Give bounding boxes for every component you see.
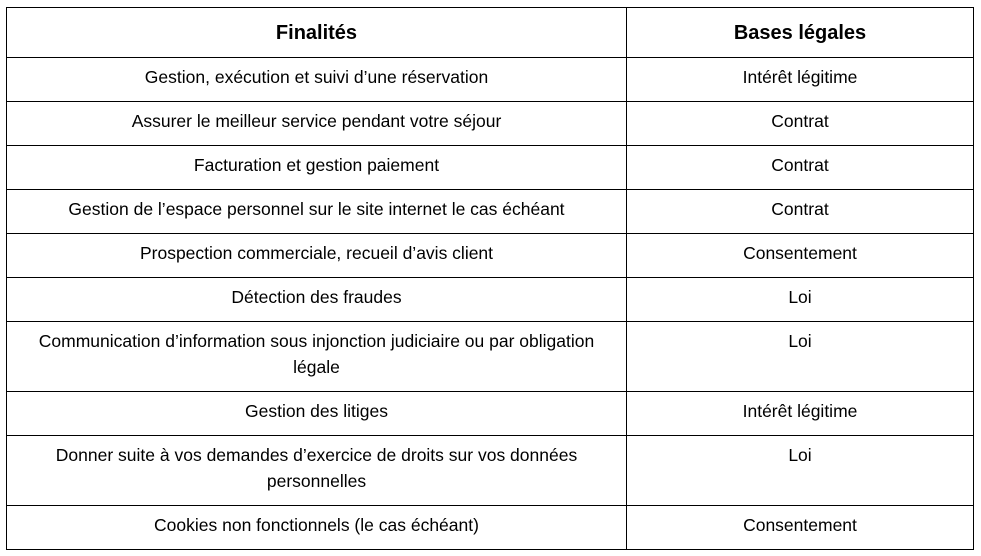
- table-row: [7, 58, 974, 102]
- header-finalites: Finalités: [7, 8, 627, 58]
- base-legale-cell: Contrat: [627, 190, 974, 234]
- finalite-cell: Gestion de l’espace personnel sur le site internet le cas échéant: [7, 190, 627, 234]
- base-legale-cell: Consentement: [627, 506, 974, 550]
- table-row: [7, 278, 974, 322]
- finalite-cell: Détection des fraudes: [7, 278, 627, 322]
- table-row: [7, 190, 974, 234]
- finalite-cell: Assurer le meilleur service pendant votre séjour: [7, 102, 627, 146]
- base-legale-cell: Loi: [627, 278, 974, 322]
- table-row: [7, 506, 974, 550]
- base-legale-cell: Contrat: [627, 102, 974, 146]
- finalite-cell: Communication d’information sous injonction judiciaire ou par obligation légale: [7, 322, 627, 392]
- finalite-cell: Gestion des litiges: [7, 392, 627, 436]
- table-row: [7, 146, 974, 190]
- table-row: [7, 436, 974, 506]
- base-legale-cell: Loi: [627, 322, 974, 392]
- finalite-cell: Facturation et gestion paiement: [7, 146, 627, 190]
- table-row: [7, 234, 974, 278]
- header-bases-legales: Bases légales: [627, 8, 974, 58]
- finalite-cell: Donner suite à vos demandes d’exercice de droits sur vos données personnelles: [7, 436, 627, 506]
- table-row: [7, 102, 974, 146]
- table-row: [7, 392, 974, 436]
- finalite-cell: Cookies non fonctionnels (le cas échéant): [7, 506, 627, 550]
- base-legale-cell: Intérêt légitime: [627, 392, 974, 436]
- table-header-row: [7, 8, 974, 58]
- legal-basis-table: [6, 7, 974, 550]
- finalite-cell: Gestion, exécution et suivi d’une réservation: [7, 58, 627, 102]
- base-legale-cell: Consentement: [627, 234, 974, 278]
- base-legale-cell: Intérêt légitime: [627, 58, 974, 102]
- finalite-cell: Prospection commerciale, recueil d’avis client: [7, 234, 627, 278]
- table-row: [7, 322, 974, 392]
- base-legale-cell: Loi: [627, 436, 974, 506]
- base-legale-cell: Contrat: [627, 146, 974, 190]
